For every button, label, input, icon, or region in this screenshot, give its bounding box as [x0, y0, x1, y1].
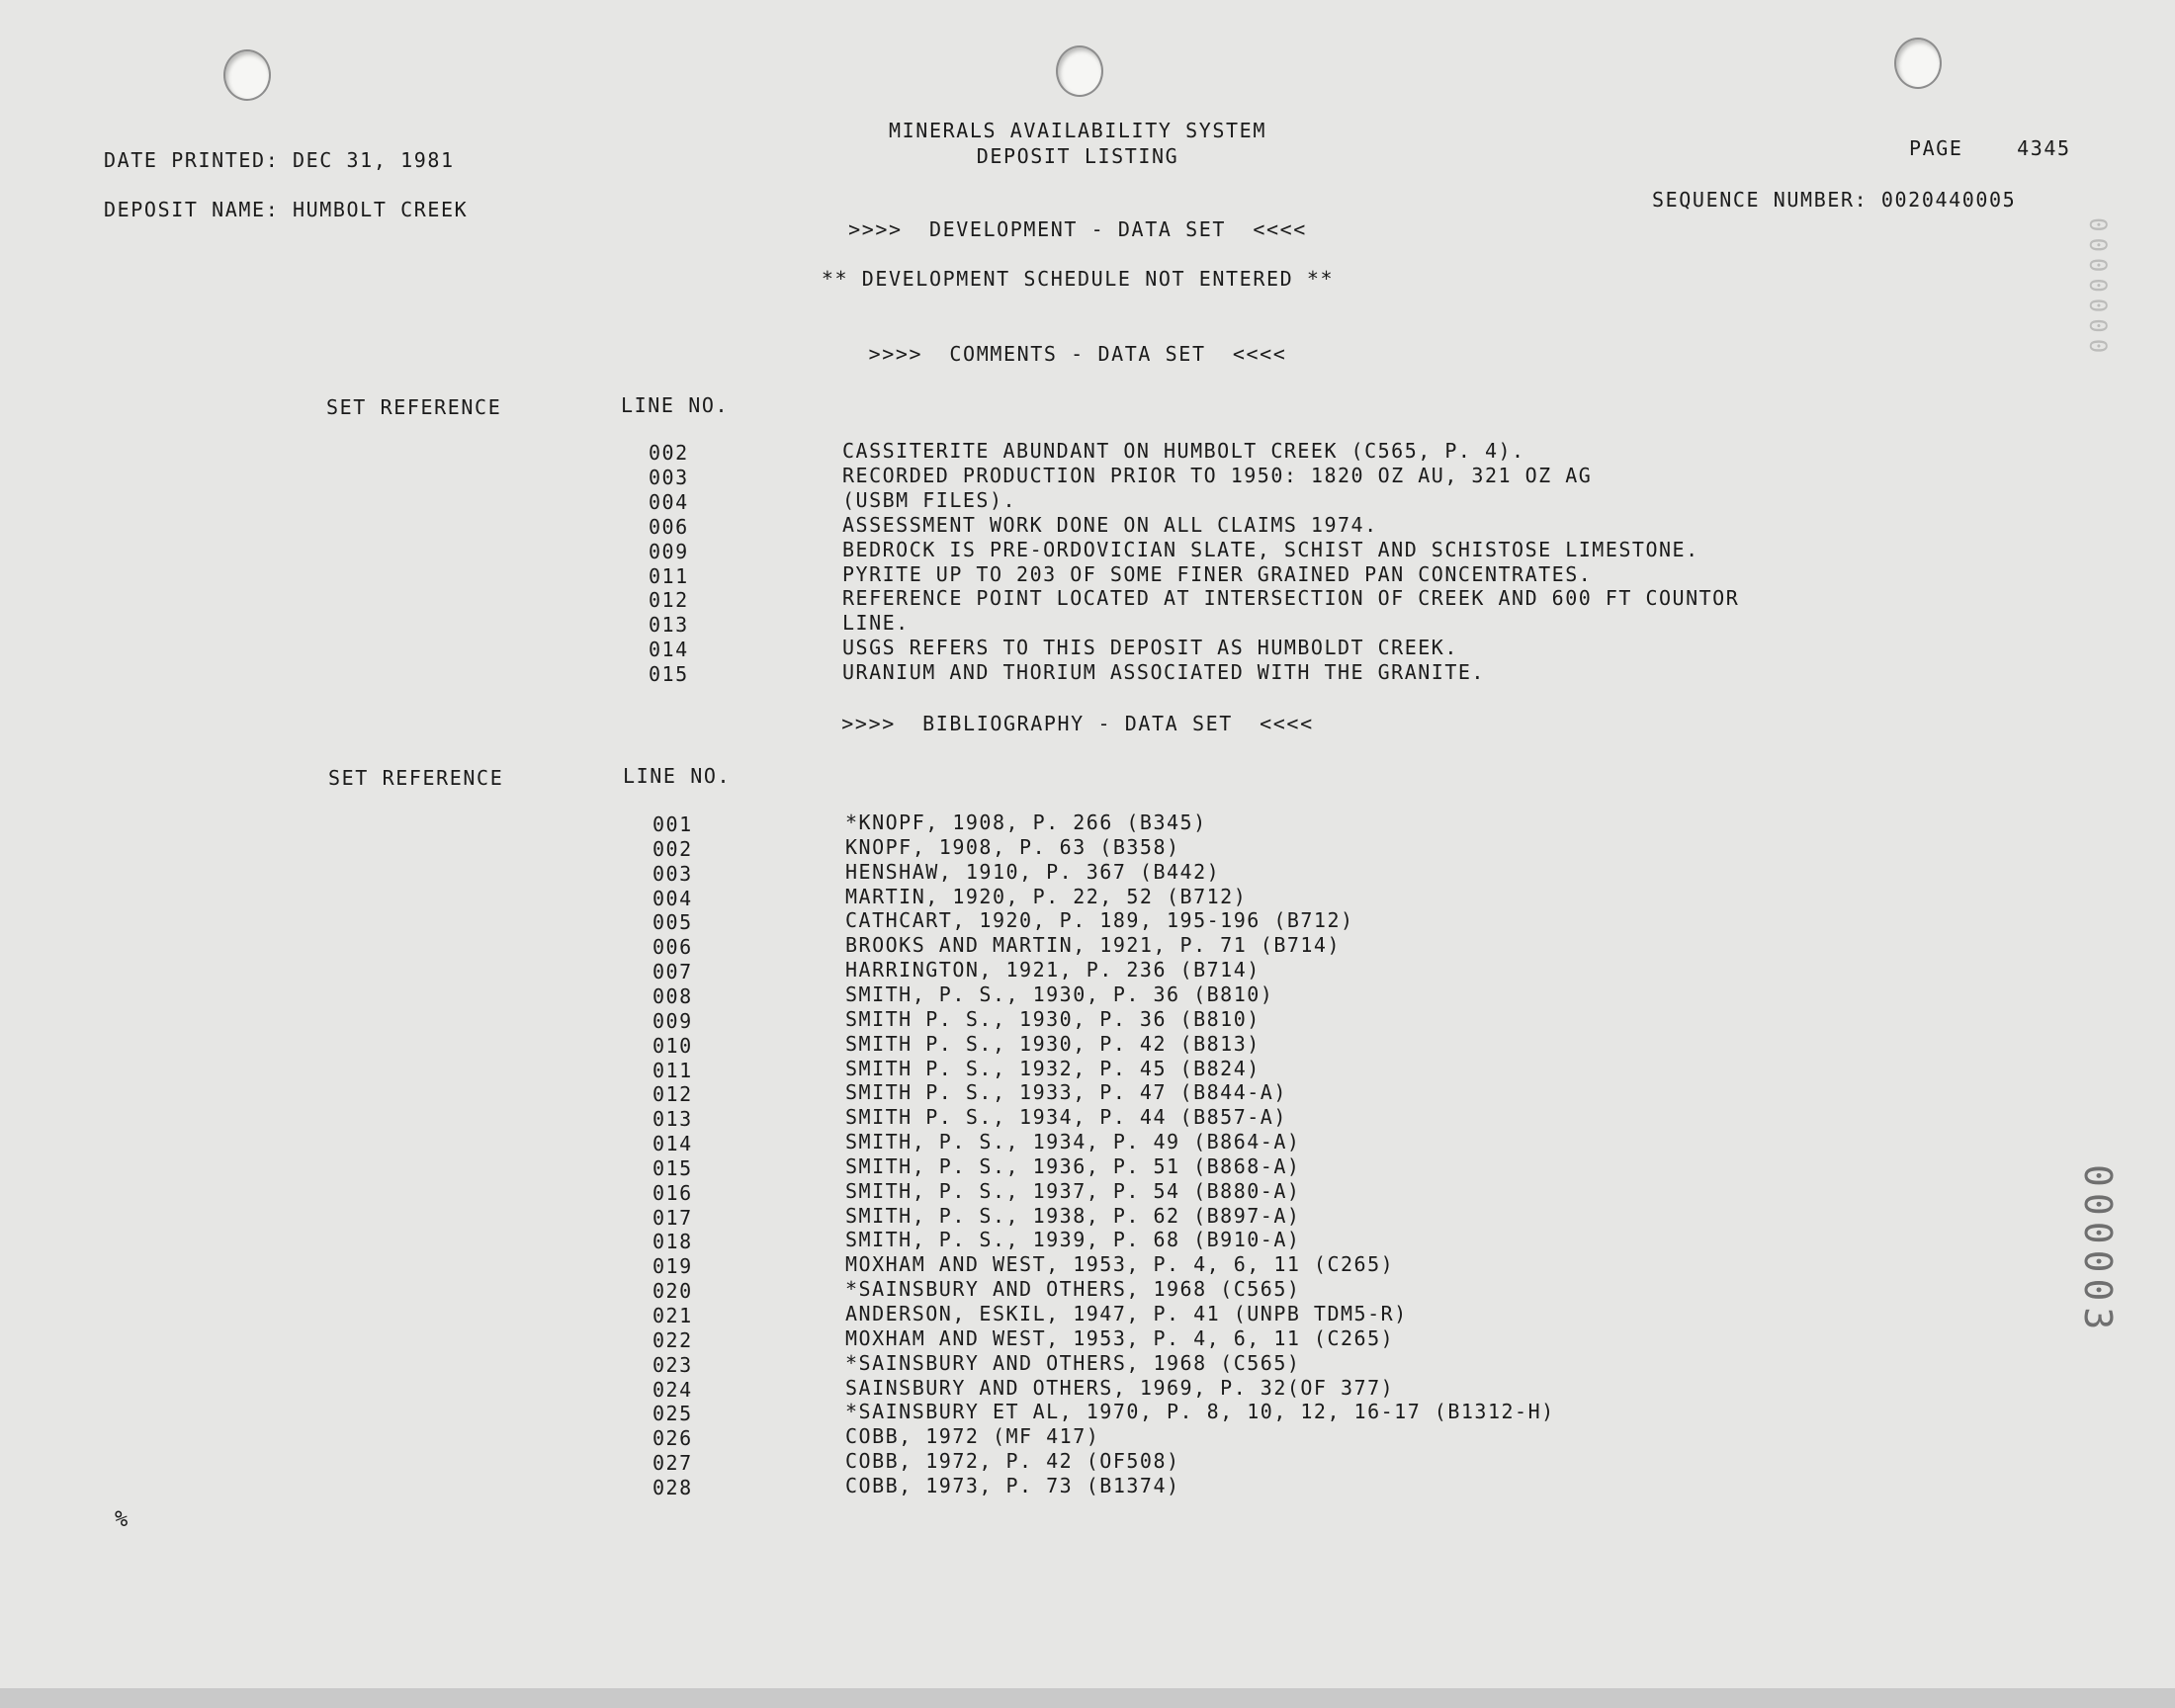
- bibliography-line-number: 018: [652, 1230, 693, 1254]
- bibliography-line-number: 001: [652, 812, 693, 836]
- date-printed: DATE PRINTED: DEC 31, 1981: [104, 148, 455, 172]
- bibliography-line-number: 011: [652, 1058, 693, 1082]
- system-title: MINERALS AVAILABILITY SYSTEM: [889, 119, 1266, 142]
- bibliography-entry-text: COBB, 1973, P. 73 (B1374): [845, 1473, 1180, 1497]
- bibliography-line-number: 019: [652, 1254, 693, 1279]
- microfiche-stamp-lower: 000003: [2076, 1164, 2120, 1336]
- comment-line-number: 003: [649, 465, 689, 489]
- bibliography-entry-text: ANDERSON, ESKIL, 1947, P. 41 (UNPB TDM5-R): [845, 1302, 1408, 1325]
- comment-line-number: 009: [649, 539, 689, 563]
- bibliography-line-number: 022: [652, 1327, 693, 1352]
- bibliography-line-number: 013: [652, 1107, 693, 1132]
- comment-line-number: 002: [649, 441, 689, 465]
- bibliography-set-reference-header: SET REFERENCE: [328, 766, 504, 790]
- bibliography-entry-text: BROOKS AND MARTIN, 1921, P. 71 (B714): [845, 933, 1342, 958]
- bibliography-line-number: 020: [652, 1279, 693, 1304]
- bibliography-entry-text: SMITH P. S., 1933, P. 47 (B844-A): [845, 1080, 1287, 1105]
- bibliography-entry-text: SMITH, P. S., 1937, P. 54 (B880-A): [845, 1178, 1301, 1203]
- bibliography-line-number: 010: [652, 1033, 693, 1058]
- bibliography-line-number: 006: [652, 935, 693, 960]
- comment-entry-text: URANIUM AND THORIUM ASSOCIATED WITH THE GRANITE.: [842, 660, 1485, 685]
- bibliography-line-number: 009: [652, 1008, 693, 1033]
- bibliography-entry-text: MOXHAM AND WEST, 1953, P. 4, 6, 11 (C265): [845, 1325, 1395, 1350]
- bibliography-line-number: 025: [652, 1402, 693, 1426]
- bibliography-line-number: 017: [652, 1205, 693, 1230]
- bibliography-entry-text: HARRINGTON, 1921, P. 236 (B714): [845, 958, 1261, 982]
- bibliography-entry-text: SMITH P. S., 1932, P. 45 (B824): [845, 1056, 1261, 1080]
- bibliography-line-number: 028: [652, 1475, 693, 1499]
- comments-line-no-header: LINE NO.: [621, 393, 730, 417]
- punch-hole-center: [1056, 45, 1103, 97]
- bibliography-line-number: 007: [652, 960, 693, 984]
- comments-heading: >>>> COMMENTS - DATA SET <<<<: [868, 342, 1287, 366]
- page-number: PAGE 4345: [1909, 136, 2071, 160]
- comment-entry-text: (USBM FILES).: [842, 487, 1017, 512]
- listing-title: DEPOSIT LISTING: [976, 144, 1179, 168]
- bibliography-entry-text: SMITH P. S., 1930, P. 42 (B813): [845, 1031, 1261, 1056]
- bibliography-line-no-header: LINE NO.: [623, 764, 732, 788]
- bibliography-line-number: 008: [652, 983, 693, 1008]
- bibliography-entry-text: *SAINSBURY AND OTHERS, 1968 (C565): [845, 1277, 1301, 1302]
- comment-entry-text: LINE.: [842, 611, 910, 636]
- comment-line-number: 012: [649, 588, 689, 613]
- comment-entry-text: CASSITERITE ABUNDANT ON HUMBOLT CREEK (C565, P. 4).: [842, 439, 1525, 463]
- bibliography-line-number: 021: [652, 1304, 693, 1327]
- bibliography-entry-text: *SAINSBURY AND OTHERS, 1968 (C565): [845, 1350, 1301, 1375]
- punch-hole-left: [223, 49, 271, 101]
- bibliography-entry-text: MARTIN, 1920, P. 22, 52 (B712): [845, 884, 1248, 908]
- bibliography-entry-text: SMITH, P. S., 1934, P. 49 (B864-A): [845, 1130, 1301, 1154]
- bibliography-line-number: 016: [652, 1180, 693, 1205]
- development-note: ** DEVELOPMENT SCHEDULE NOT ENTERED **: [821, 267, 1335, 291]
- bibliography-entry-text: SMITH P. S., 1930, P. 36 (B810): [845, 1006, 1261, 1031]
- comment-line-number: 006: [649, 514, 689, 539]
- bibliography-entry-text: SMITH, P. S., 1939, P. 68 (B910-A): [845, 1228, 1301, 1252]
- comment-entry-text: REFERENCE POINT LOCATED AT INTERSECTION OF CREEK AND 600 FT COUNTOR: [842, 586, 1740, 611]
- bibliography-line-number: 002: [652, 836, 693, 861]
- bibliography-line-number: 024: [652, 1377, 693, 1402]
- bibliography-line-number: 015: [652, 1155, 693, 1180]
- bibliography-line-number: 012: [652, 1082, 693, 1107]
- sequence-number: SEQUENCE NUMBER: 0020440005: [1652, 188, 2017, 212]
- bibliography-line-number: 027: [652, 1451, 693, 1476]
- development-heading: >>>> DEVELOPMENT - DATA SET <<<<: [848, 217, 1307, 241]
- bibliography-line-number: 003: [652, 861, 693, 886]
- comment-line-number: 013: [649, 613, 689, 638]
- comment-entry-text: BEDROCK IS PRE-ORDOVICIAN SLATE, SCHIST AND SCHISTOSE LIMESTONE.: [842, 537, 1699, 561]
- punch-hole-right: [1894, 38, 1942, 89]
- comment-line-number: 004: [649, 489, 689, 514]
- bibliography-entry-text: SAINSBURY AND OTHERS, 1969, P. 32(OF 377): [845, 1375, 1395, 1400]
- comment-line-number: 011: [649, 563, 689, 588]
- comment-line-number: 015: [649, 662, 689, 687]
- bibliography-entry-text: KNOPF, 1908, P. 63 (B358): [845, 834, 1180, 859]
- microfiche-stamp-upper: 0000000: [2084, 217, 2112, 360]
- bibliography-line-number: 005: [652, 910, 693, 935]
- comment-entry-text: RECORDED PRODUCTION PRIOR TO 1950: 1820 OZ AU, 321 OZ AG: [842, 463, 1593, 487]
- bibliography-line-number: 023: [652, 1352, 693, 1377]
- bibliography-entry-text: MOXHAM AND WEST, 1953, P. 4, 6, 11 (C265): [845, 1252, 1395, 1277]
- bibliography-line-number: 026: [652, 1426, 693, 1451]
- comments-set-reference-header: SET REFERENCE: [326, 395, 502, 419]
- bibliography-entry-text: SMITH, P. S., 1930, P. 36 (B810): [845, 982, 1274, 1006]
- comment-entry-text: ASSESSMENT WORK DONE ON ALL CLAIMS 1974.: [842, 512, 1378, 537]
- bibliography-entry-text: SMITH, P. S., 1938, P. 62 (B897-A): [845, 1203, 1301, 1228]
- bibliography-heading: >>>> BIBLIOGRAPHY - DATA SET <<<<: [841, 712, 1314, 735]
- bibliography-entry-text: *KNOPF, 1908, P. 266 (B345): [845, 811, 1207, 834]
- bibliography-entry-text: *SAINSBURY ET AL, 1970, P. 8, 10, 12, 16-17 (B1312-H): [845, 1400, 1555, 1424]
- comment-entry-text: PYRITE UP TO 203 OF SOME FINER GRAINED PAN CONCENTRATES.: [842, 561, 1593, 586]
- bibliography-line-number: 014: [652, 1132, 693, 1156]
- comment-line-number: 014: [649, 638, 689, 662]
- bibliography-entry-text: HENSHAW, 1910, P. 367 (B442): [845, 859, 1221, 884]
- bibliography-entry-text: SMITH P. S., 1934, P. 44 (B857-A): [845, 1105, 1287, 1130]
- deposit-name: DEPOSIT NAME: HUMBOLT CREEK: [104, 198, 469, 221]
- bibliography-entry-text: SMITH, P. S., 1936, P. 51 (B868-A): [845, 1153, 1301, 1178]
- footer-mark: %: [115, 1507, 130, 1532]
- bibliography-entry-text: COBB, 1972 (MF 417): [845, 1424, 1100, 1449]
- bibliography-entry-text: CATHCART, 1920, P. 189, 195-196 (B712): [845, 908, 1354, 933]
- bibliography-line-number: 004: [652, 886, 693, 910]
- bibliography-entry-text: COBB, 1972, P. 42 (OF508): [845, 1449, 1180, 1474]
- comment-entry-text: USGS REFERS TO THIS DEPOSIT AS HUMBOLDT CREEK.: [842, 636, 1458, 660]
